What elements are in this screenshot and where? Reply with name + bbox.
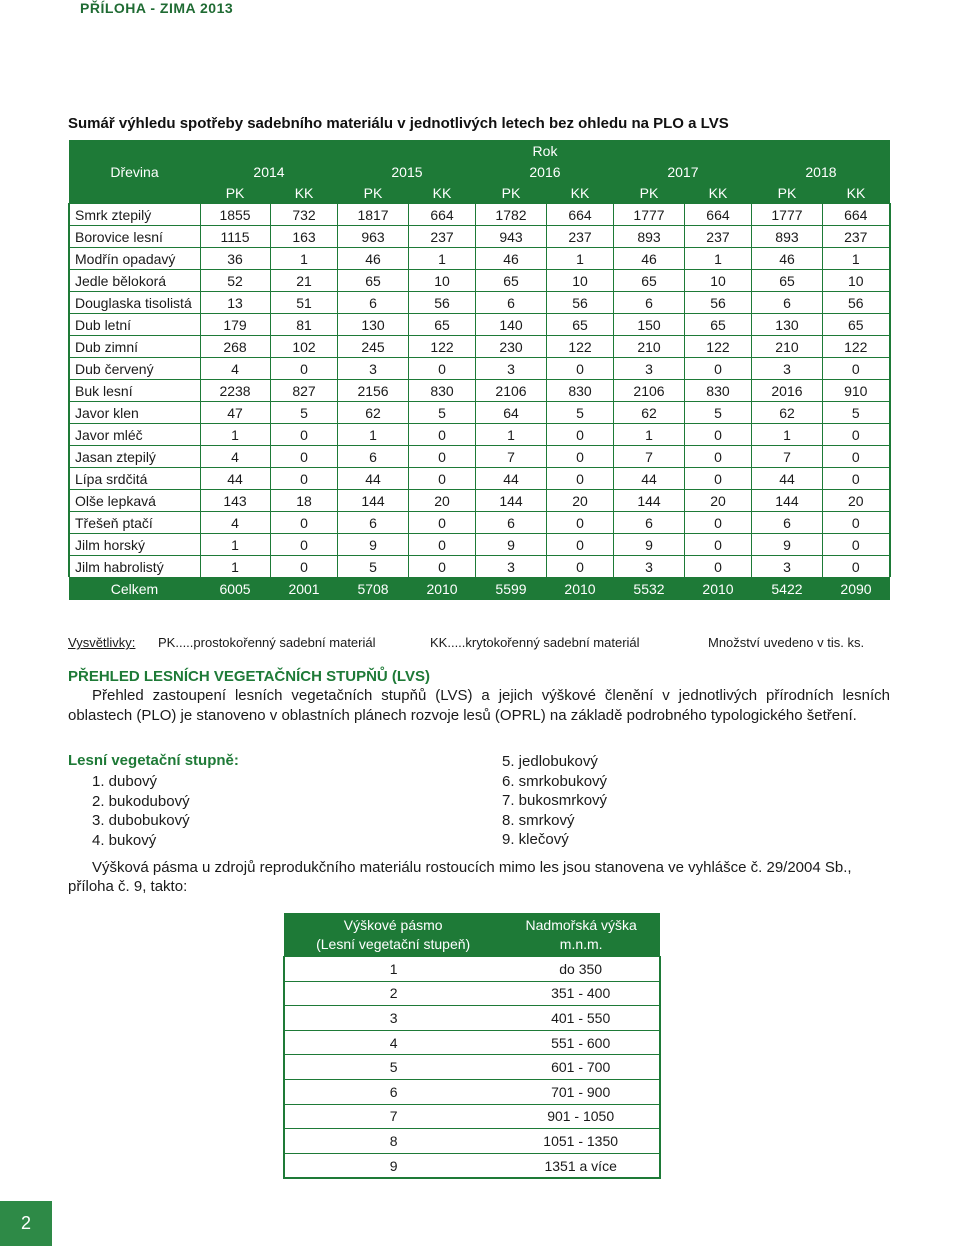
value-cell: 0	[684, 468, 752, 490]
table-row	[69, 336, 890, 358]
value-cell: 20	[546, 490, 614, 512]
altitude-row	[284, 981, 660, 1006]
value-cell: 3	[614, 556, 684, 578]
value-cell: 0	[822, 556, 890, 578]
value-cell: 46	[338, 248, 408, 270]
value-cell: 664	[684, 204, 752, 226]
year-header: 2017	[614, 161, 752, 182]
species-name: Smrk ztepilý	[69, 204, 200, 226]
table-row	[69, 226, 890, 248]
value-cell: 1	[200, 556, 270, 578]
value-cell: 1	[684, 248, 752, 270]
year-header: 2018	[752, 161, 890, 182]
value-cell: 237	[684, 226, 752, 248]
year-header: 2014	[200, 161, 338, 182]
total-value: 2010	[684, 577, 752, 600]
value-cell: 9	[476, 534, 546, 556]
table-row	[69, 556, 890, 578]
value-cell: 44	[476, 468, 546, 490]
value-cell: 0	[684, 358, 752, 380]
value-cell: 0	[270, 512, 338, 534]
value-cell: 102	[270, 336, 338, 358]
list-item: 5. jedlobukový	[502, 753, 598, 770]
table-row	[69, 468, 890, 490]
value-cell: 144	[338, 490, 408, 512]
value-cell: 144	[752, 490, 822, 512]
list-item: 4. bukový	[92, 831, 157, 849]
total-value: 6005	[200, 577, 270, 600]
value-cell: 65	[752, 270, 822, 292]
value-cell: 52	[200, 270, 270, 292]
value-cell: 0	[684, 556, 752, 578]
list-item: 3. dubobukový	[92, 812, 190, 829]
value-cell: 1	[476, 424, 546, 446]
species-name: Jasan ztepilý	[69, 446, 200, 468]
year-header: 2016	[476, 161, 614, 182]
value-cell: 163	[270, 226, 338, 248]
subheader-kk: KK	[546, 182, 614, 204]
altitude-cell: 1051 - 1350	[502, 1129, 660, 1154]
section-heading: PŘEHLED LESNÍCH VEGETAČNÍCH STUPŇŮ (LVS)	[68, 668, 430, 685]
altitude-row	[284, 1153, 660, 1178]
value-cell: 5	[270, 402, 338, 424]
value-cell: 10	[684, 270, 752, 292]
value-cell: 210	[614, 336, 684, 358]
subheader-pk: PK	[614, 182, 684, 204]
altitude-cell: 351 - 400	[502, 981, 660, 1006]
value-cell: 2238	[200, 380, 270, 402]
zone-cell: 9	[284, 1153, 502, 1178]
value-cell: 143	[200, 490, 270, 512]
total-value: 2090	[822, 577, 890, 600]
value-cell: 1115	[200, 226, 270, 248]
value-cell: 5	[684, 402, 752, 424]
value-cell: 268	[200, 336, 270, 358]
total-value: 5422	[752, 577, 822, 600]
value-cell: 0	[270, 358, 338, 380]
value-cell: 65	[408, 314, 476, 336]
value-cell: 0	[546, 468, 614, 490]
species-name: Třešeň ptačí	[69, 512, 200, 534]
species-name: Buk lesní	[69, 380, 200, 402]
value-cell: 62	[614, 402, 684, 424]
table-row	[69, 424, 890, 446]
value-cell: 1817	[338, 204, 408, 226]
value-cell: 0	[546, 556, 614, 578]
alt-header-line1: Nadmořská výška	[525, 916, 637, 933]
value-cell: 664	[408, 204, 476, 226]
value-cell: 943	[476, 226, 546, 248]
value-cell: 0	[684, 512, 752, 534]
table-row	[69, 204, 890, 226]
table-row	[69, 446, 890, 468]
value-cell: 1	[338, 424, 408, 446]
value-cell: 0	[408, 424, 476, 446]
value-cell: 130	[752, 314, 822, 336]
altitude-col-zone	[284, 913, 502, 957]
legend-kk: KK.....krytokořenný sadební materiál	[430, 635, 640, 650]
value-cell: 0	[408, 446, 476, 468]
value-cell: 10	[546, 270, 614, 292]
value-cell: 44	[614, 468, 684, 490]
altitude-row	[284, 1129, 660, 1154]
alt-header-line2: m.n.m.	[559, 935, 603, 952]
altitude-cell: 1351 a více	[502, 1153, 660, 1178]
value-cell: 4	[200, 358, 270, 380]
altitude-row	[284, 1079, 660, 1104]
total-value: 2001	[270, 577, 338, 600]
value-cell: 1	[200, 424, 270, 446]
list-item: 2. bukodubový	[92, 792, 190, 810]
value-cell: 20	[822, 490, 890, 512]
value-cell: 3	[752, 358, 822, 380]
species-name: Jilm horský	[69, 534, 200, 556]
value-cell: 237	[822, 226, 890, 248]
value-cell: 830	[546, 380, 614, 402]
value-cell: 1777	[614, 204, 684, 226]
value-cell: 144	[614, 490, 684, 512]
list-item: 9. klečový	[502, 831, 569, 848]
subheader-kk: KK	[822, 182, 890, 204]
table-row	[69, 314, 890, 336]
value-cell: 10	[408, 270, 476, 292]
altitude-cell: 701 - 900	[502, 1079, 660, 1104]
value-cell: 13	[200, 292, 270, 314]
value-cell: 210	[752, 336, 822, 358]
value-cell: 3	[752, 556, 822, 578]
value-cell: 179	[200, 314, 270, 336]
value-cell: 5	[338, 556, 408, 578]
table-row	[69, 512, 890, 534]
value-cell: 20	[684, 490, 752, 512]
value-cell: 0	[408, 358, 476, 380]
species-name: Borovice lesní	[69, 226, 200, 248]
altitude-cell: 551 - 600	[502, 1030, 660, 1055]
value-cell: 827	[270, 380, 338, 402]
value-cell: 6	[476, 512, 546, 534]
table-row	[69, 402, 890, 424]
altitude-row	[284, 957, 660, 982]
value-cell: 0	[546, 446, 614, 468]
value-cell: 10	[822, 270, 890, 292]
value-cell: 1	[614, 424, 684, 446]
value-cell: 1	[408, 248, 476, 270]
subheader-kk: KK	[684, 182, 752, 204]
value-cell: 963	[338, 226, 408, 248]
value-cell: 830	[408, 380, 476, 402]
value-cell: 7	[476, 446, 546, 468]
year-header: 2015	[338, 161, 476, 182]
zone-cell: 8	[284, 1129, 502, 1154]
list-heading: Lesní vegetační stupně:	[68, 752, 239, 769]
table-row	[69, 292, 890, 314]
value-cell: 6	[614, 292, 684, 314]
value-cell: 2106	[614, 380, 684, 402]
zone-cell: 1	[284, 957, 502, 982]
species-name: Dub červený	[69, 358, 200, 380]
zone-cell: 2	[284, 981, 502, 1006]
value-cell: 56	[408, 292, 476, 314]
value-cell: 5	[546, 402, 614, 424]
value-cell: 0	[408, 468, 476, 490]
value-cell: 44	[200, 468, 270, 490]
zone-header-line1: Výškové pásmo	[343, 916, 443, 933]
altitude-row	[284, 1006, 660, 1031]
table-row	[69, 534, 890, 556]
value-cell: 0	[270, 534, 338, 556]
page-header	[0, 0, 960, 18]
zone-cell: 4	[284, 1030, 502, 1055]
value-cell: 65	[546, 314, 614, 336]
zone-header-line2: (Lesní vegetační stupeň)	[316, 935, 471, 952]
value-cell: 7	[752, 446, 822, 468]
subheader-kk: KK	[408, 182, 476, 204]
zone-cell: 7	[284, 1104, 502, 1129]
value-cell: 0	[684, 424, 752, 446]
value-cell: 0	[270, 424, 338, 446]
value-cell: 62	[338, 402, 408, 424]
altitude-body	[284, 957, 660, 1179]
value-cell: 0	[546, 424, 614, 446]
value-cell: 2016	[752, 380, 822, 402]
value-cell: 2156	[338, 380, 408, 402]
table-row	[69, 490, 890, 512]
value-cell: 20	[408, 490, 476, 512]
species-name: Dub letní	[69, 314, 200, 336]
value-cell: 893	[614, 226, 684, 248]
value-cell: 732	[270, 204, 338, 226]
page-number: 2	[0, 1201, 52, 1246]
value-cell: 9	[614, 534, 684, 556]
col-label-drevina: Dřevina	[69, 140, 200, 182]
value-cell: 6	[752, 512, 822, 534]
value-cell: 0	[822, 446, 890, 468]
zone-cell: 5	[284, 1055, 502, 1080]
value-cell: 0	[822, 512, 890, 534]
altitude-cell: 901 - 1050	[502, 1104, 660, 1129]
species-name: Jilm habrolistý	[69, 556, 200, 578]
legend-unit: Množství uvedeno v tis. ks.	[708, 635, 865, 650]
value-cell: 245	[338, 336, 408, 358]
value-cell: 44	[752, 468, 822, 490]
header-title: PŘÍLOHA - ZIMA 2013	[80, 0, 234, 16]
value-cell: 230	[476, 336, 546, 358]
value-cell: 6	[476, 292, 546, 314]
list-item: 6. smrkobukový	[502, 772, 608, 790]
value-cell: 0	[270, 468, 338, 490]
value-cell: 0	[408, 534, 476, 556]
value-cell: 1777	[752, 204, 822, 226]
table-body	[69, 204, 890, 578]
species-name: Douglaska tisolistá	[69, 292, 200, 314]
value-cell: 62	[752, 402, 822, 424]
total-value: 5708	[338, 577, 408, 600]
value-cell: 1	[752, 424, 822, 446]
list-item: 1. dubový	[92, 773, 158, 790]
subheader-pk: PK	[338, 182, 408, 204]
value-cell: 910	[822, 380, 890, 402]
value-cell: 1	[200, 534, 270, 556]
value-cell: 1782	[476, 204, 546, 226]
value-cell: 4	[200, 512, 270, 534]
value-cell: 5	[822, 402, 890, 424]
value-cell: 6	[614, 512, 684, 534]
value-cell: 1	[270, 248, 338, 270]
value-cell: 130	[338, 314, 408, 336]
value-cell: 0	[408, 512, 476, 534]
table-row	[69, 248, 890, 270]
altitude-cell: do 350	[502, 957, 660, 982]
value-cell: 3	[338, 358, 408, 380]
value-cell: 0	[546, 534, 614, 556]
value-cell: 893	[752, 226, 822, 248]
altitude-row	[284, 1055, 660, 1080]
zone-cell: 6	[284, 1079, 502, 1104]
value-cell: 0	[684, 446, 752, 468]
value-cell: 1	[546, 248, 614, 270]
altitude-cell: 601 - 700	[502, 1055, 660, 1080]
value-cell: 47	[200, 402, 270, 424]
species-name: Javor klen	[69, 402, 200, 424]
value-cell: 64	[476, 402, 546, 424]
altitude-cell: 401 - 550	[502, 1006, 660, 1031]
value-cell: 0	[822, 358, 890, 380]
zone-cell: 3	[284, 1006, 502, 1031]
total-label: Celkem	[69, 577, 200, 600]
value-cell: 51	[270, 292, 338, 314]
value-cell: 0	[546, 358, 614, 380]
value-cell: 65	[684, 314, 752, 336]
subheader-pk: PK	[752, 182, 822, 204]
value-cell: 56	[546, 292, 614, 314]
subheader-pk: PK	[200, 182, 270, 204]
value-cell: 0	[546, 512, 614, 534]
value-cell: 36	[200, 248, 270, 270]
altitude-col-alt	[502, 913, 660, 957]
value-cell: 6	[338, 446, 408, 468]
species-name: Modřín opadavý	[69, 248, 200, 270]
value-cell: 6	[752, 292, 822, 314]
table-row	[69, 380, 890, 402]
value-cell: 122	[684, 336, 752, 358]
value-cell: 122	[546, 336, 614, 358]
value-cell: 65	[822, 314, 890, 336]
total-value: 5599	[476, 577, 546, 600]
value-cell: 122	[408, 336, 476, 358]
value-cell: 81	[270, 314, 338, 336]
value-cell: 65	[338, 270, 408, 292]
value-cell: 140	[476, 314, 546, 336]
header-row-sub	[69, 182, 890, 204]
value-cell: 9	[338, 534, 408, 556]
section-paragraph: Přehled zastoupení lesních vegetačních stupňů (LVS) a jejich výškové členění v jednotlivých přírodních lesních oblastech (PLO) je stanoveno v oblastních plánech rozvoje lesů (OPRL) na základě podrobného typologického šetření.	[68, 687, 890, 724]
header-row-rok	[69, 140, 890, 161]
value-cell: 0	[408, 556, 476, 578]
value-cell: 3	[476, 556, 546, 578]
value-cell: 46	[614, 248, 684, 270]
empty-cell	[69, 182, 200, 204]
value-cell: 1855	[200, 204, 270, 226]
value-cell: 46	[476, 248, 546, 270]
value-cell: 144	[476, 490, 546, 512]
value-cell: 664	[546, 204, 614, 226]
subheader-kk: KK	[270, 182, 338, 204]
total-value: 2010	[546, 577, 614, 600]
value-cell: 3	[476, 358, 546, 380]
value-cell: 6	[338, 512, 408, 534]
species-name: Jedle bělokorá	[69, 270, 200, 292]
header-rok: Rok	[200, 140, 890, 161]
section-paragraph-2: Výšková pásma u zdrojů reprodukčního materiálu rostoucích mimo les jsou stanovena ve vyhlášce č. 29/2004 Sb., příloha č. 9, takto:	[68, 859, 852, 895]
value-cell: 0	[270, 446, 338, 468]
total-value: 2010	[408, 577, 476, 600]
altitude-row	[284, 1030, 660, 1055]
value-cell: 4	[200, 446, 270, 468]
total-row	[69, 577, 890, 600]
value-cell: 7	[614, 446, 684, 468]
value-cell: 2106	[476, 380, 546, 402]
altitude-table	[283, 913, 661, 1179]
value-cell: 150	[614, 314, 684, 336]
value-cell: 3	[614, 358, 684, 380]
species-name: Olše lepkavá	[69, 490, 200, 512]
value-cell: 56	[822, 292, 890, 314]
value-cell: 237	[546, 226, 614, 248]
value-cell: 1	[822, 248, 890, 270]
value-cell: 9	[752, 534, 822, 556]
value-cell: 56	[684, 292, 752, 314]
table-title: Sumář výhledu spotřeby sadebního materiálu v jednotlivých letech bez ohledu na PLO a LVS	[68, 115, 729, 132]
list-item: 7. bukosmrkový	[502, 792, 608, 809]
value-cell: 664	[822, 204, 890, 226]
legend-pk: PK.....prostokořenný sadební materiál	[158, 635, 376, 650]
species-name: Javor mléč	[69, 424, 200, 446]
value-cell: 65	[614, 270, 684, 292]
value-cell: 0	[270, 556, 338, 578]
value-cell: 18	[270, 490, 338, 512]
table-row	[69, 358, 890, 380]
species-name: Lípa srdčitá	[69, 468, 200, 490]
legend-label: Vysvětlivky:	[68, 635, 136, 650]
consumption-table	[68, 140, 891, 600]
value-cell: 21	[270, 270, 338, 292]
species-name: Dub zimní	[69, 336, 200, 358]
value-cell: 65	[476, 270, 546, 292]
value-cell: 5	[408, 402, 476, 424]
value-cell: 0	[822, 468, 890, 490]
list-item: 8. smrkový	[502, 811, 575, 829]
value-cell: 830	[684, 380, 752, 402]
value-cell: 44	[338, 468, 408, 490]
value-cell: 0	[684, 534, 752, 556]
lvs-list-left	[92, 772, 190, 850]
value-cell: 46	[752, 248, 822, 270]
value-cell: 6	[338, 292, 408, 314]
lvs-list-right	[502, 752, 607, 850]
value-cell: 122	[822, 336, 890, 358]
value-cell: 0	[822, 534, 890, 556]
value-cell: 237	[408, 226, 476, 248]
table-row	[69, 270, 890, 292]
total-value: 5532	[614, 577, 684, 600]
altitude-header-row	[284, 913, 660, 957]
value-cell: 0	[822, 424, 890, 446]
subheader-pk: PK	[476, 182, 546, 204]
altitude-row	[284, 1104, 660, 1129]
